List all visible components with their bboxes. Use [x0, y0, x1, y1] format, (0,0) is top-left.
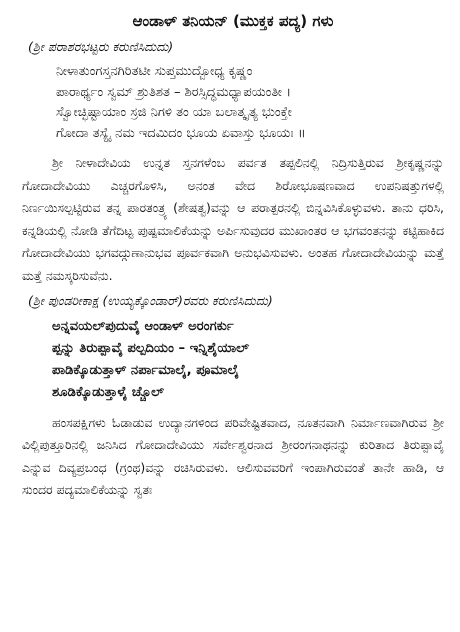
page-title: ಆಂಡಾಳ್ ತನಿಯನ್ (ಮುಕ್ತಕ ಪದ್ಯ) ಗಳು	[132, 12, 334, 30]
section-pundarikaksha	[22, 292, 444, 502]
tamil-verse	[52, 316, 444, 404]
verse-line: ಶೂಡಿಕ್ಕೊಡುತ್ತಾಳೈ ಚ್ಚೊಲ್	[52, 384, 165, 400]
section-parasara-bhattar	[22, 38, 444, 288]
verse-line: ಪಾರಾರ್ಥ್ಯಂ ಸ್ವಮ್ ಶ್ರುತಿಶತ – ಶಿರಸ್ಸಿದ್ಧಮಧ್ಯಾಪಯಂತೀ ।	[56, 84, 292, 100]
attribution-line: (ಶ್ರೀ ಪರಾಶರಭಟ್ಟರು ಕರುಣಿಸಿದುದು)	[28, 39, 174, 54]
prose-paragraph	[22, 152, 444, 288]
attribution-line: (ಶ್ರೀ ಪುಂಡರೀಕಾಕ್ಷ (ಉಯ್ಯಕ್ಕೊಂಡಾರ್)ರವರು ಕರುಣಿಸಿದುದು)	[28, 292, 273, 308]
sanskrit-verse	[56, 62, 444, 144]
verse-line: ಪಾಡಿಕ್ಕೊಡುತ್ತಾಳ್ ನರ್ಪಾಮಾಲೈ, ಪೂಮಾಲೈ	[52, 362, 239, 378]
verse-line: ಅನ್ನವಯಲ್‌ಪುದುವೈ ಆಂಡಾಳ್ ಅರಂಗರ್ಕು	[52, 318, 234, 334]
prose-paragraph	[22, 412, 444, 502]
paragraph-text: ಶ್ರೀ ನೀಳಾದೇವಿಯ ಉನ್ನತ ಸ್ತನಗಳೆಂಬ ಪರ್ವತ ತಪ್ಪಲಿನಲ್ಲಿ ನಿದ್ರಿಸುತ್ತಿರುವ ಶ್ರೀಕೃಷ್ಣನನ್ನು ಗೋದಾದೇವಿಯು ಎಚ್ಚರಗೊಳಿಸಿ, ಅನಂತ ವೇದ ಶಿರೋಭೂಷಣವಾದ ಉಪನಿಷತ್ತುಗಳಲ್ಲಿ ನಿರ್ಣಯಿಸಲ್ಪಟ್ಟಿರುವ ತನ್ನ ಪಾರತಂತ್ರ್ಯ (ಶೇಷತ್ವ)ವನ್ನು ಆ ಪರಾತ್ಪರನಲ್ಲಿ ಬಿನ್ನವಿಸಿಕೊಳ್ಳುವಳು. ತಾನು ಧರಿಸಿ, ಕನ್ನಡಿಯಲ್ಲಿ ನೋಡಿ ತೆಗೆದಿಟ್ಟ ಪುಷ್ಪಮಾಲಿಕೆಯನ್ನು ಅರ್ಪಿಸುವುದರ ಮುಖಾಂತರ ಆ ಭಗವಂತನನ್ನು ಕಟ್ಟಿಹಾಕಿದ ಗೋದಾದೇವಿಯು ಭಗವದ್ಗುಣಾನುಭವ ಪೂರ್ವಕವಾಗಿ ಅನುಭವಿಸುವಳು. ಅಂತಹ ಗೋದಾದೇವಿಯನ್ನು ಮತ್ತೆ ಮತ್ತೆ ನಮಸ್ಕರಿಸುವೆನು.	[22, 155, 444, 283]
verse-line: ಸ್ವೋಚ್ಛಿಷ್ಟಾಯಾಂ ಸ್ರಜಿ ನಿಗಳಿ ತಂ ಯಾ ಬಲಾತ್ಕೃತ್ಯ ಭುಂಕ್ತೇ	[56, 105, 292, 120]
verse-line: ನೀಳಾತುಂಗಸ್ತನಗಿರಿತಟೀ ಸುಪ್ತಮುದ್ಬೋಧ್ಯ ಕೃಷ್ಣಂ	[56, 64, 253, 79]
verse-line: ಪ್ಪನ್ನು ತಿರುಪ್ಪಾವೈ ಪಲ್ಪದಿಯಂ – ಇನ್ನಿಶೈಯಾಲ್	[52, 340, 249, 356]
verse-line: ಗೋದಾ ತಸ್ಯೈ ನಮ ಇದಮಿದಂ ಭೂಯ ಏವಾಸ್ತು ಭೂಯಃ ॥	[56, 125, 306, 141]
paragraph-text: ಹಂಸಪಕ್ಷಿಗಳು ಓಡಾಡುವ ಉದ್ಯಾನಗಳಿಂದ ಪರಿವೇಷ್ಟಿತವಾದ, ನೂತನವಾಗಿ ನಿರ್ಮಾಣವಾಗಿರುವ ಶ್ರೀ ವಿಲ್ಲಿಪುತ್ತೂರಿನಲ್ಲಿ ಜನಿಸಿದ ಗೋದಾದೇವಿಯು ಸರ್ವೇಶ್ವರನಾದ ಶ್ರೀರಂಗನಾಥನನ್ನು ಕುರಿತಾದ ತಿರುಪ್ಪಾವೈ ಎನ್ನುವ ದಿವ್ಯಪ್ರಬಂಧ (ಗ್ರಂಥ)ವನ್ನು ರಚಿಸಿರುವಳು. ಆಲಿಸುವವರಿಗೆ ಇಂಪಾಗಿರುವಂತೆ ತಾನೇ ಹಾಡಿ, ಆ ಸುಂದರ ಪದ್ಯಮಾಲಿಕೆಯನ್ನು ಸ್ವತಃ	[22, 414, 444, 498]
